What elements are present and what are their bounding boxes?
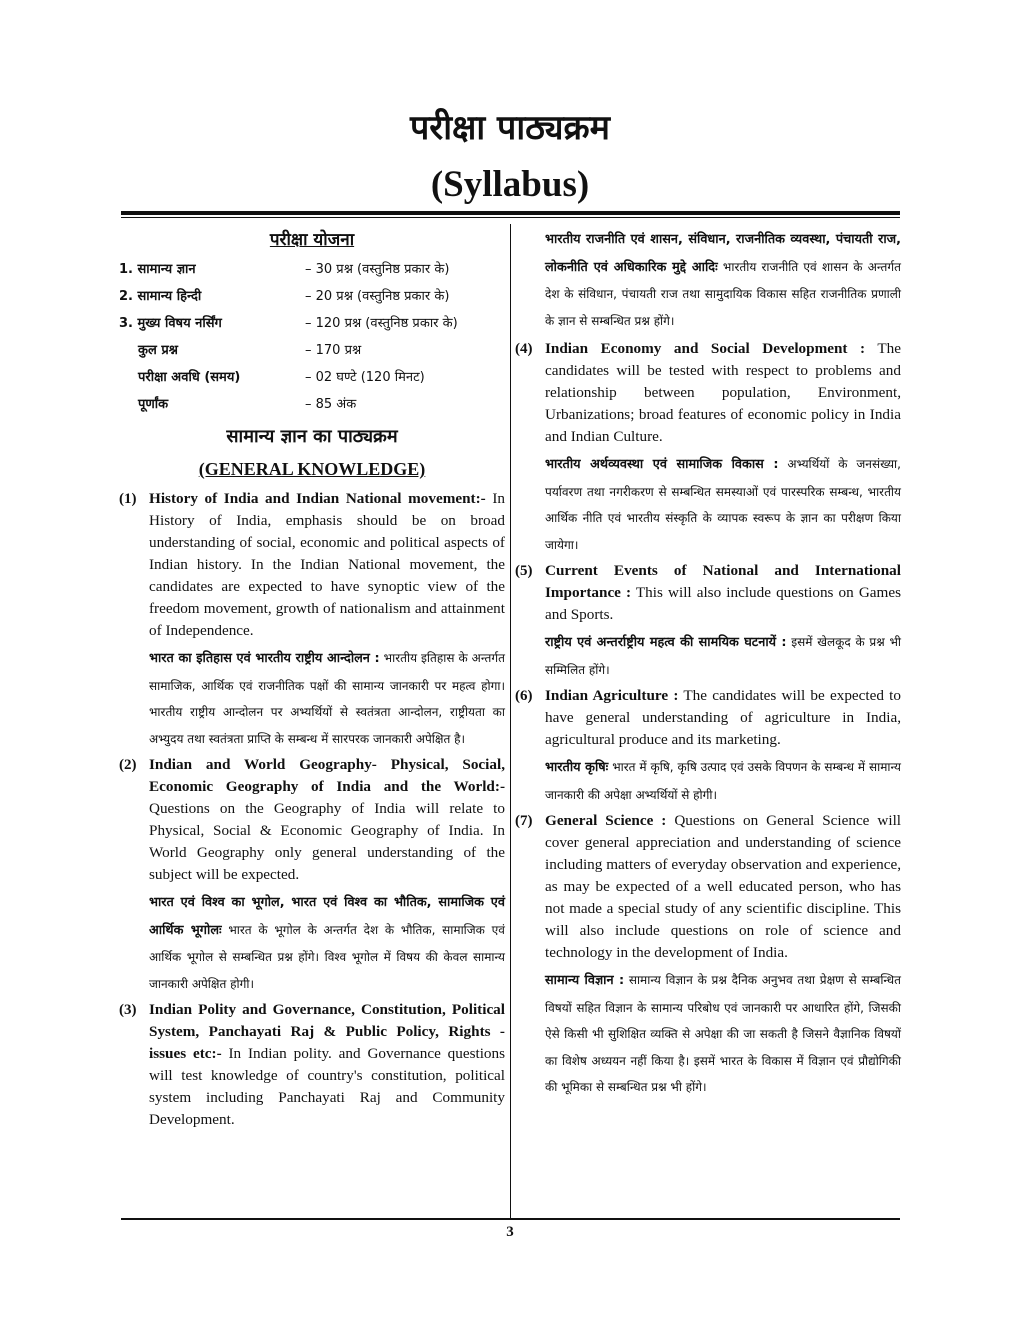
exam-scheme-heading [119,226,505,254]
item-hindi-body: इसमें खेलकूद के प्रश्न भी सम्मिलित होंगे। [545,635,901,677]
item-english-title: General Science : [545,812,667,829]
scheme-value: – 170 प्रश्न [305,343,362,358]
item-english-body: In History of India, emphasis should be on broad understanding of social, economic and political aspects of Indian history. In the Indian National movement, the candidates are expected to have synoptic view of the freedom movement, growth of nationalism and attainment of Independence. [149,490,505,639]
page-number: 3 [506,1224,514,1240]
item-number: (3) [119,1002,137,1018]
item-hindi-body: भारत के भूगोल के अन्तर्गत देश के भौतिक, सामाजिक एवं आर्थिक भूगोल से सम्बन्धित प्रश्न होंगे। विश्व भूगोल में विषय की केवल सामान्य जानकारी अपेक्षित होगी। [149,922,505,991]
item-hindi-body: सामान्य विज्ञान के प्रश्न दैनिक अनुभव तथा प्रेक्षण से सम्बन्धित विषयों सहित विज्ञान के सामान्य परिबोध एवं जानकारी पर आधारित होंगे, जिसकी ऐसे किसी भी सुशिक्षित व्यक्ति से अपेक्षा की जा सकती है जिसने वैज्ञानिक विषयों का विशेष अध्ययन नहीं किया है। इसमें भारत के विकास में विज्ञान एवं प्रौद्योगिकी की भूमिका से सम्बन्धित प्रश्न भी होंगे। [545,973,901,1094]
scheme-label: 1. सामान्य ज्ञान [119,262,196,277]
scheme-value: – 85 अंक [305,397,357,412]
scheme-value: – 02 घण्टे (120 मिनट) [305,370,425,385]
item-hindi-title: भारतीय कृषिः [545,760,609,775]
header-rule-thick [121,211,900,215]
column-divider [510,224,511,1218]
syllabus-item [515,810,901,1101]
item-hindi-text [545,226,901,334]
footer-rule [121,1218,900,1220]
item-hindi-title: सामान्य विज्ञान : [545,973,625,988]
item-english-body: Questions on the Geography of India will relate to Physical, Social & Economic Geography of India. In World Geography only general understanding of the subject will be expected. [149,800,505,883]
item-hindi-text [545,754,901,808]
page-title-english: (Syllabus) [430,164,590,205]
gk-heading-english: (GENERAL KNOWLEDGE) [198,459,426,479]
exam-scheme-row [119,256,505,283]
header-rule-thin [121,217,900,218]
scheme-value: – 120 प्रश्न (वस्तुनिष्ठ प्रकार के) [305,316,458,331]
item-english-title: Indian Polity and Governance, Constitution, Political System, Panchayati Raj & Public Policy, Rights - issues etc:- [149,1001,505,1062]
scheme-label: पूर्णांक [138,397,169,412]
item-english-body: The candidates will be expected to have general understanding of agriculture in India, agricultural produce and its marketing. [545,687,901,748]
item-english-title: Indian Economy and Social Development : [545,340,866,357]
item-english-body: In Indian polity. and Governance questions will test knowledge of country's constitution, political system including Panchayati Raj and Community Development. [149,1045,506,1128]
item-hindi-body: भारतीय इतिहास के अन्तर्गत सामाजिक, आर्थिक एवं राजनीतिक पक्षों की सामान्य जानकारी पर महत्व होगा। भारतीय राष्ट्रीय आन्दोलन पर अभ्यर्थियों से स्वतंत्रता आन्दोलन, राष्ट्रीयता का अभ्युदय तथा स्वतंत्रता प्राप्ति के सम्बन्ध में सारपरक जानकारी अपेक्षित है। [149,651,505,746]
item-hindi-title: भारत एवं विश्व का भूगोल, भारत एवं विश्व का भौतिक, सामाजिक एवं आर्थिक भूगोलः [149,895,505,938]
syllabus-item [119,488,505,752]
item-hindi-text [545,451,901,558]
syllabus-item [515,560,901,683]
item-english-text [545,560,901,626]
item-hindi-text [545,629,901,683]
exam-scheme-heading-text: परीक्षा योजना [269,230,355,250]
item-hindi-text [545,967,901,1101]
syllabus-item [515,338,901,558]
item-english-text [149,999,505,1131]
item-english-title: Current Events of National and International Importance : [545,562,901,601]
item-english-title: Indian and World Geography- Physical, Social, Economic Geography of India and the World:- [149,756,505,795]
item-number: (4) [515,341,533,357]
exam-scheme-row [119,337,505,364]
scheme-value: – 20 प्रश्न (वस्तुनिष्ठ प्रकार के) [305,289,450,304]
syllabus-item [515,685,901,808]
item-english-title: Indian Agriculture : [545,687,679,704]
item-number: (2) [119,757,137,773]
item-hindi-text [149,889,505,997]
item-hindi-title: भारतीय राजनीति एवं शासन, संविधान, राजनीतिक व्यवस्था, पंचायती राज, लोकनीति एवं अधिकारिक मुद्दे आदिः [545,232,901,275]
item-english-body: Questions on General Science will cover general appreciation and understanding of science including matters of everyday observation and experience, as may be expected of a well educated person, who has not made a special study of any scientific discipline. This will also include questions on role of science and technology in the development of India. [545,812,902,961]
item-number: (1) [119,491,137,507]
syllabus-item [119,754,505,997]
exam-scheme-row [119,283,505,310]
scheme-label: कुल प्रश्न [138,343,178,358]
gk-heading-hindi: सामान्य ज्ञान का पाठ्यक्रम [226,426,398,447]
exam-scheme-row [119,364,505,391]
item-english-title: History of India and Indian National movement:- [149,490,486,507]
exam-scheme-table [119,256,505,418]
scheme-label: परीक्षा अवधि (समय) [138,370,241,385]
item-number: (7) [515,813,533,829]
item-hindi-text [149,645,505,752]
scheme-label: 2. सामान्य हिन्दी [119,289,202,304]
exam-scheme-row [119,310,505,337]
item-english-text [545,338,901,448]
item-hindi-title: भारतीय अर्थव्यवस्था एवं सामाजिक विकास : [545,457,779,472]
item-continuation [515,226,901,334]
item-number: (6) [515,688,533,704]
left-column [119,226,505,1131]
item-english-text [545,685,901,751]
item-english-text [545,810,901,964]
scheme-label: 3. मुख्य विषय नर्सिंग [119,316,222,331]
item-english-body: This will also include questions on Games and Sports. [545,584,901,623]
page-title-hindi: परीक्षा पाठ्यक्रम [410,108,610,148]
item-hindi-body: अभ्यर्थियों के जनसंख्या, पर्यावरण तथा नगरीकरण से सम्बन्धित समस्याओं एवं पारस्परिक सम्बन्ध, भारतीय आर्थिक नीति एवं भारतीय संस्कृति के व्यापक स्वरूप के ज्ञान का परीक्षण किया जायेगा। [545,457,901,552]
item-hindi-body: भारतीय राजनीति एवं शासन के अन्तर्गत देश के संविधान, पंचायती राज तथा सामुदायिक विकास सहित राजनीतिक प्रणाली के ज्ञान से सम्बन्धित प्रश्न होंगे। [545,259,901,328]
item-english-text [149,754,505,886]
item-english-body: The candidates will be tested with respect to problems and relationship between population, Environment, Urbanizations; broad features of economic policy in India and Indian Culture. [545,340,901,445]
syllabus-item [119,999,505,1131]
item-hindi-title: राष्ट्रीय एवं अन्तर्राष्ट्रीय महत्व की सामयिक घटनायें : [545,635,787,650]
exam-scheme-row [119,391,505,418]
item-hindi-body: भारत में कृषि, कृषि उत्पाद एवं उसके विपणन के सम्बन्ध में सामान्य जानकारी की अपेक्षा अभ्यर्थियों से होगी। [545,760,901,802]
item-number: (5) [515,563,533,579]
right-column [515,226,901,1101]
item-english-text [149,488,505,642]
scheme-value: – 30 प्रश्न (वस्तुनिष्ठ प्रकार के) [305,262,450,277]
item-hindi-title: भारत का इतिहास एवं भारतीय राष्ट्रीय आन्दोलन : [149,651,380,666]
